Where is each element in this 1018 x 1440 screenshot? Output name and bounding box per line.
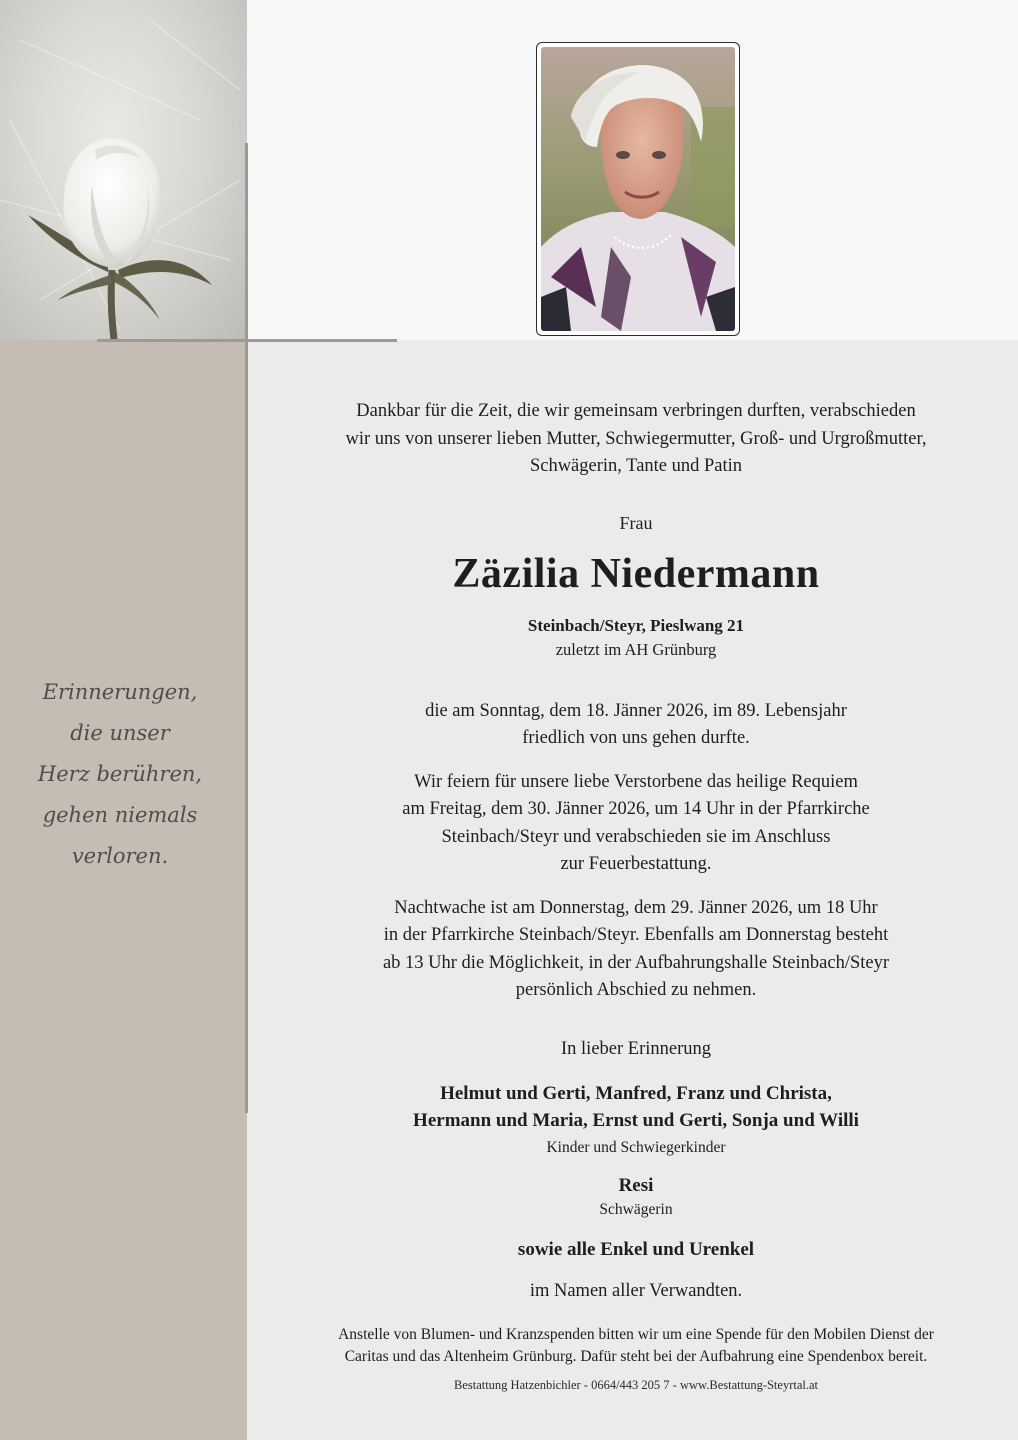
- donation-note: [298, 1324, 974, 1368]
- quote-line: Erinnerungen,: [42, 680, 198, 704]
- notice-text: [298, 398, 974, 1393]
- vigil-paragraph: [298, 895, 974, 1005]
- last-residence: zuletzt im AH Grünburg: [555, 639, 717, 659]
- vigil-line: ab 13 Uhr die Möglichkeit, in der Aufbahrungshalle Steinbach/Steyr: [382, 952, 890, 973]
- requiem-line: zur Feuerbestattung.: [560, 854, 712, 874]
- sister-in-law-name: Resi: [618, 1174, 654, 1196]
- memory-heading: In lieber Erinnerung: [561, 1038, 711, 1059]
- quote-line: Herz berühren,: [37, 762, 203, 786]
- intro-line: Dankbar für die Zeit, die wir gemeinsam verbringen durften, verabschieden: [356, 401, 916, 421]
- cross-horizontal-bar: [97, 339, 397, 342]
- intro-line: Schwägerin, Tante und Patin: [529, 456, 743, 476]
- children-line: Helmut und Gerti, Manfred, Franz und Christa,: [440, 1082, 832, 1104]
- requiem-paragraph: [298, 769, 974, 879]
- quote-line: verloren.: [71, 844, 169, 868]
- vigil-line: in der Pfarrkirche Steinbach/Steyr. Ebenfalls am Donnerstag besteht: [383, 925, 889, 945]
- intro-paragraph: [298, 398, 974, 481]
- intro-line: wir uns von unserer lieben Mutter, Schwiegermutter, Groß- und Urgroßmutter,: [345, 428, 927, 449]
- address: Steinbach/Steyr, Pieslwang 21: [527, 615, 745, 635]
- donation-line: Caritas und das Altenheim Grünburg. Dafür steht bei der Aufbahrung eine Spendenbox bereit.: [344, 1347, 928, 1365]
- funeral-home-footer: Bestattung Hatzenbichler - 0664/443 205 7 - www.Bestattung-Steyrtal.at: [453, 1377, 819, 1392]
- deceased-name: Zäzilia Niedermann: [452, 550, 820, 597]
- requiem-line: am Freitag, dem 30. Jänner 2026, um 14 Uhr in der Pfarrkirche: [402, 799, 870, 819]
- salutation: Frau: [619, 512, 653, 533]
- requiem-line: Steinbach/Steyr und verabschieden sie im Anschluss: [441, 826, 831, 847]
- children-role: Kinder und Schwiegerkinder: [546, 1138, 726, 1156]
- death-paragraph: [298, 698, 974, 753]
- children-line: Hermann und Maria, Ernst und Gerti, Sonja und Willi: [413, 1110, 859, 1131]
- requiem-line: Wir feiern für unsere liebe Verstorbene das heilige Requiem: [414, 771, 858, 792]
- relatives-line: im Namen aller Verwandten.: [529, 1280, 743, 1301]
- sister-in-law-role: Schwägerin: [599, 1200, 673, 1218]
- grandchildren: sowie alle Enkel und Urenkel: [517, 1238, 755, 1260]
- rose-image: [0, 0, 247, 340]
- death-line: friedlich von uns gehen durfte.: [522, 728, 750, 748]
- quote-line: gehen niemals: [42, 803, 198, 827]
- portrait-photo: [536, 42, 740, 336]
- memorial-quote: [0, 672, 240, 877]
- cross-vertical-bar: [245, 143, 248, 1113]
- vigil-line: persönlich Abschied zu nehmen.: [515, 980, 757, 1000]
- children-names: [298, 1080, 974, 1135]
- vigil-line: Nachtwache ist am Donnerstag, dem 29. Jänner 2026, um 18 Uhr: [394, 897, 878, 918]
- donation-line: Anstelle von Blumen- und Kranzspenden bitten wir um eine Spende für den Mobilen Dienst der: [338, 1325, 934, 1343]
- death-line: die am Sonntag, dem 18. Jänner 2026, im 89. Lebensjahr: [425, 700, 847, 721]
- quote-line: die unser: [70, 721, 170, 745]
